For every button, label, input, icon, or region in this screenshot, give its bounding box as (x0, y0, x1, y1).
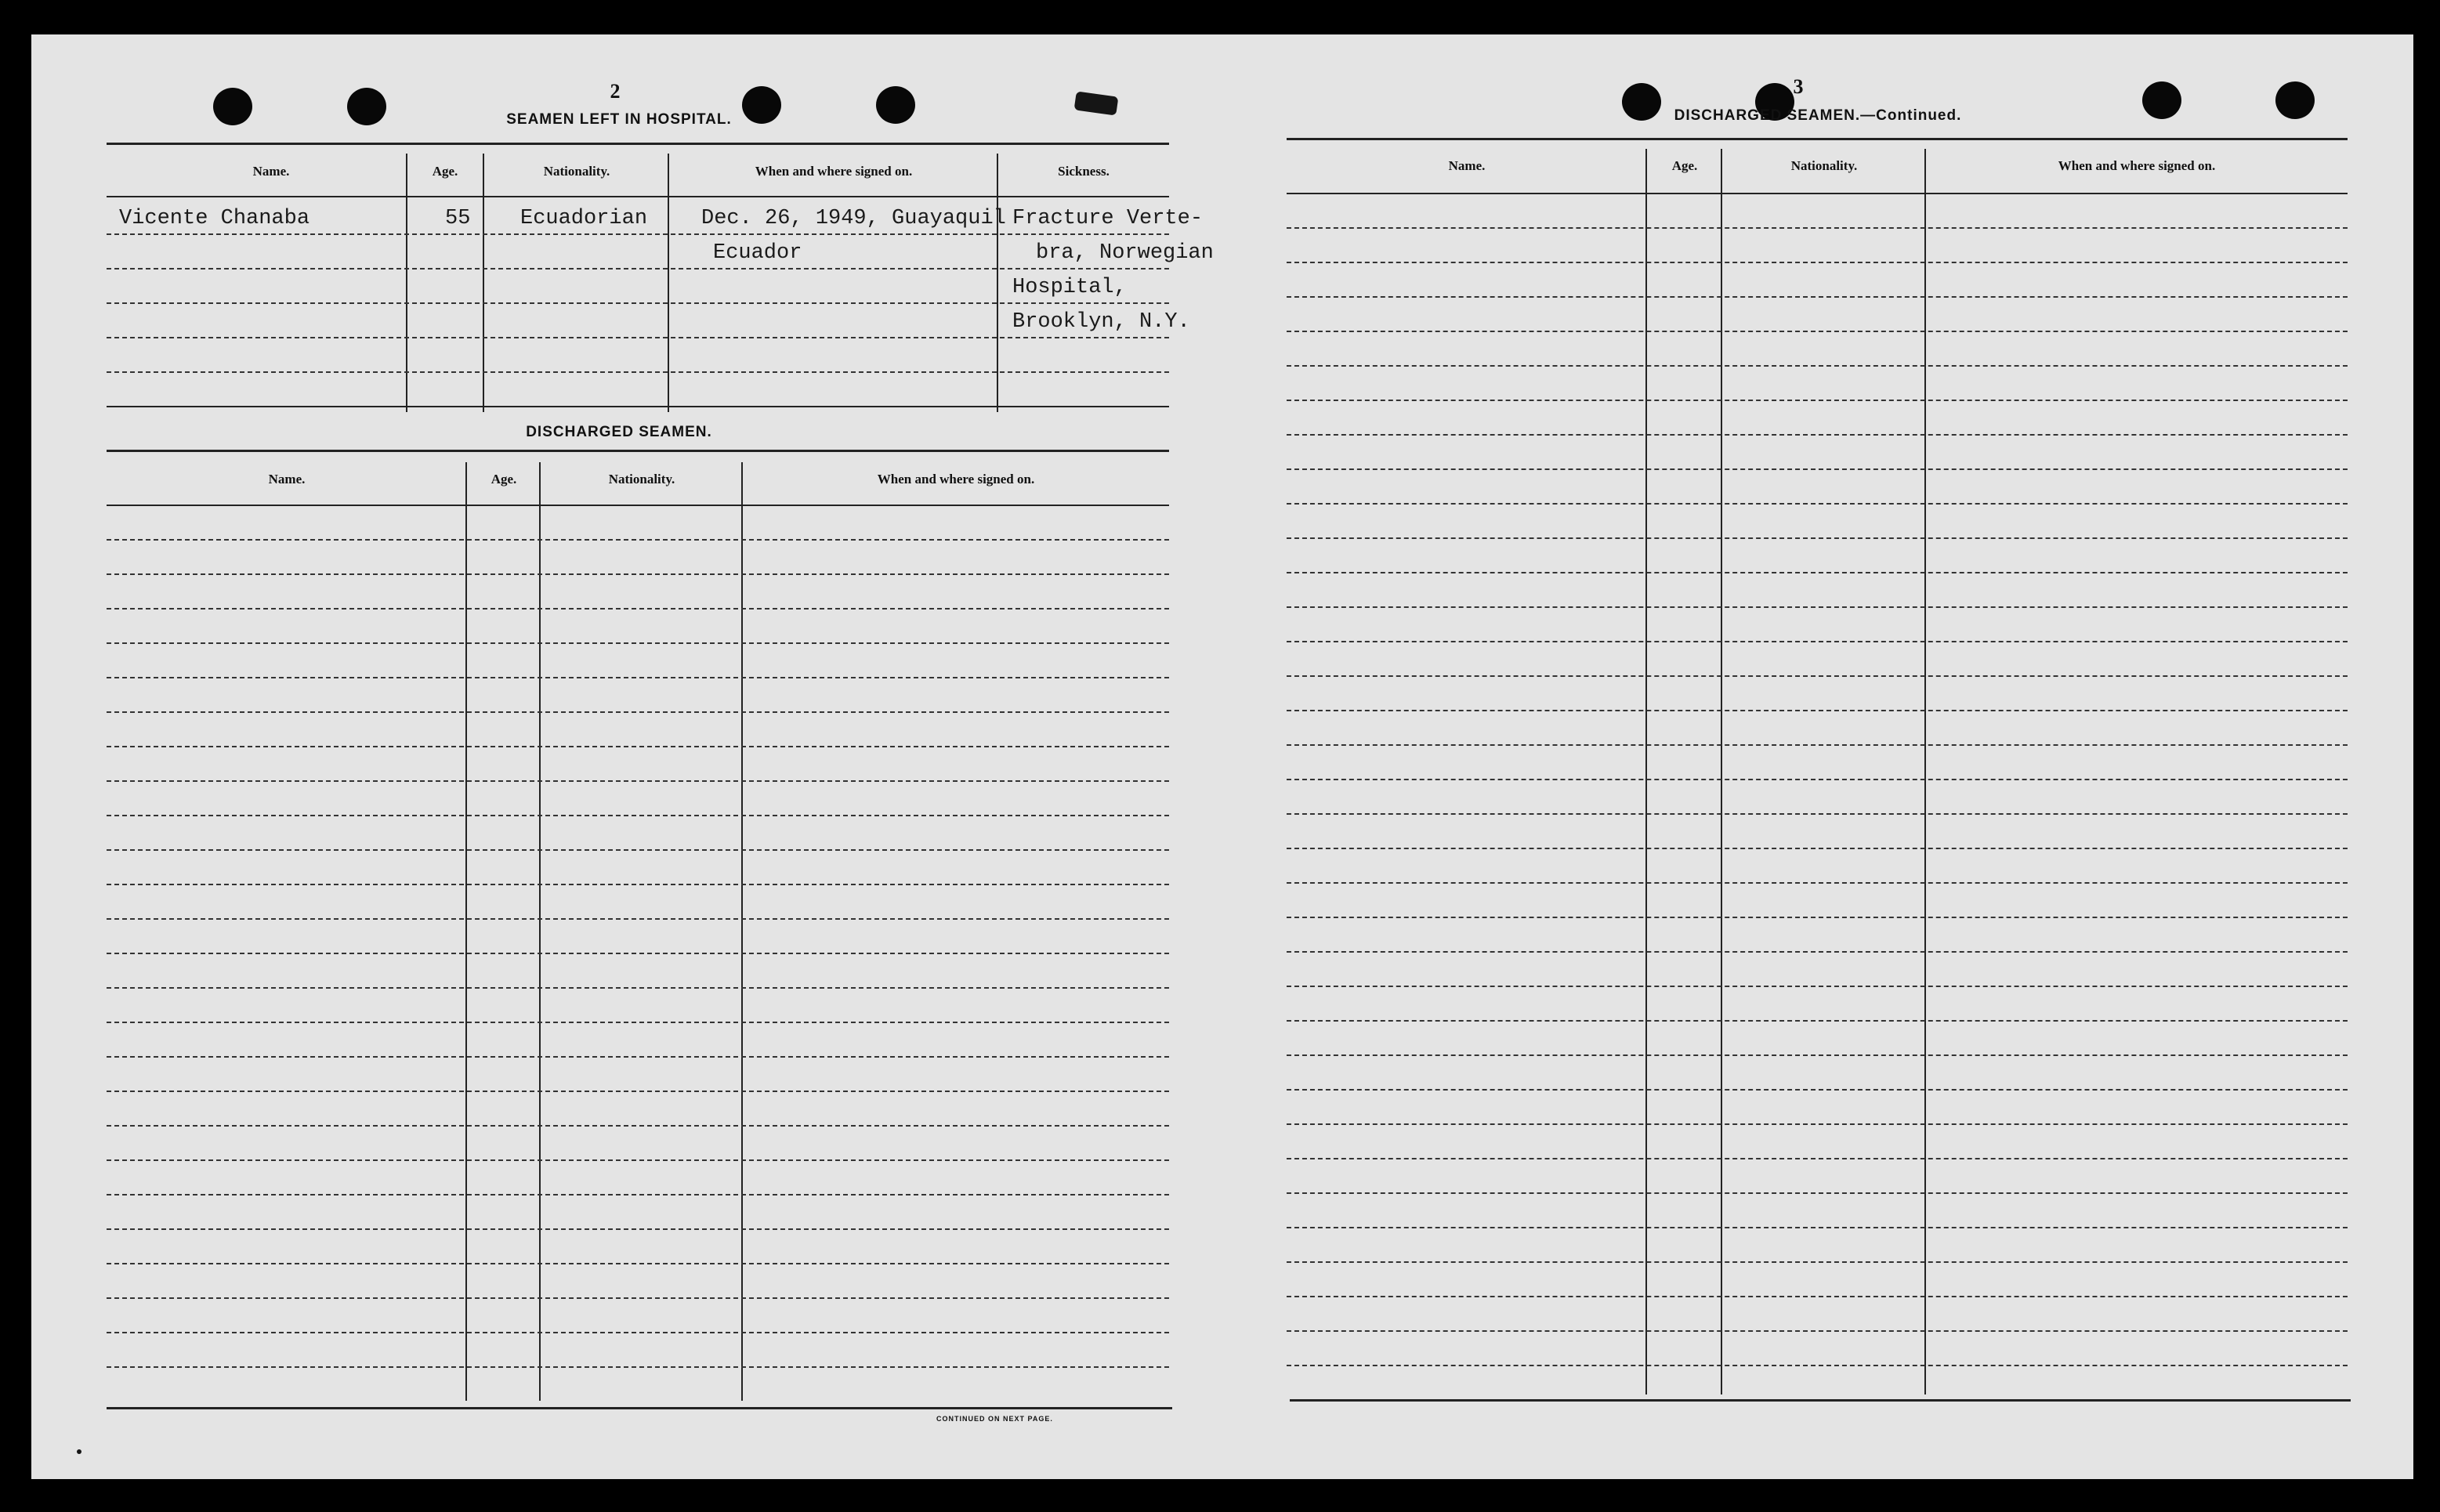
entry-line (107, 780, 1169, 782)
col-header-sickness: Sickness. (1058, 164, 1110, 179)
discharged-section-title: DISCHARGED SEAMEN. (526, 424, 712, 440)
entry-line (1287, 1123, 2348, 1125)
col-divider (668, 154, 669, 412)
entry-line (107, 1159, 1169, 1161)
entry-line (1287, 779, 2348, 780)
col-header-signed-on: When and where signed on. (877, 472, 1035, 487)
entry-line (1287, 296, 2348, 298)
entry-line (107, 1366, 1169, 1368)
ink-smudge (1074, 91, 1119, 115)
sickness-line: bra, Norwegian (1036, 241, 1214, 265)
col-divider (539, 462, 541, 1401)
punch-hole (876, 86, 915, 124)
entry-line (107, 884, 1169, 885)
entry-line (1287, 1054, 2348, 1056)
col-header-signed-on: When and where signed on. (2058, 158, 2216, 173)
entry-line (107, 677, 1169, 678)
entry-line (107, 1263, 1169, 1264)
entry-line (1287, 986, 2348, 987)
entry-line (1287, 1192, 2348, 1194)
col-header-nationality: Nationality. (543, 164, 610, 179)
entry-line (1287, 641, 2348, 642)
sickness-line: Fracture Verte- (1012, 207, 1204, 230)
entry-line (107, 815, 1169, 816)
col-header-signed-on: When and where signed on. (755, 164, 913, 179)
page-number-right: 3 (1793, 75, 1804, 98)
col-divider (1924, 149, 1926, 1394)
entry-line (107, 573, 1169, 575)
entry-line (107, 1297, 1169, 1299)
entry-line (107, 1091, 1169, 1092)
entry-line (107, 233, 1169, 235)
col-header-name: Name. (1448, 158, 1486, 173)
rule (107, 143, 1169, 145)
col-divider (1721, 149, 1722, 1394)
entry-line (1287, 227, 2348, 229)
seaman-name: Vicente Chanaba (119, 207, 310, 230)
entry-line (1287, 331, 2348, 332)
continued-note: CONTINUED ON NEXT PAGE. (936, 1415, 1053, 1423)
col-divider (406, 154, 407, 412)
col-header-nationality: Nationality. (608, 472, 675, 487)
rule (1290, 1399, 2351, 1402)
rule (107, 196, 1169, 197)
col-header-age: Age. (432, 164, 458, 179)
entry-line (1287, 675, 2348, 677)
entry-line (1287, 710, 2348, 711)
entry-line (107, 608, 1169, 610)
entry-line (107, 642, 1169, 644)
document-sheet (31, 34, 2413, 1479)
entry-line (107, 1332, 1169, 1333)
entry-line (1287, 468, 2348, 470)
entry-line (107, 1022, 1169, 1023)
col-divider (1645, 149, 1647, 1394)
entry-line (107, 337, 1169, 338)
entry-line (107, 746, 1169, 747)
seaman-age: 55 (445, 207, 471, 230)
entry-line (107, 539, 1169, 541)
entry-line (1287, 917, 2348, 918)
entry-line (1287, 503, 2348, 505)
entry-line (107, 849, 1169, 851)
col-divider (483, 154, 484, 412)
rule (1287, 193, 2348, 194)
entry-line (1287, 1261, 2348, 1263)
entry-line (1287, 1020, 2348, 1022)
entry-line (1287, 882, 2348, 884)
entry-line (107, 953, 1169, 954)
punch-hole (347, 88, 386, 125)
entry-line (107, 711, 1169, 713)
signed-on-line: Ecuador (713, 241, 802, 265)
rule (107, 406, 1169, 407)
col-header-name: Name. (268, 472, 306, 487)
entry-line (107, 1056, 1169, 1058)
col-header-age: Age. (491, 472, 517, 487)
entry-line (1287, 400, 2348, 401)
entry-line (1287, 1330, 2348, 1332)
entry-line (1287, 744, 2348, 746)
entry-line (107, 371, 1169, 373)
col-divider (465, 462, 467, 1401)
punch-hole (2142, 81, 2181, 119)
entry-line (1287, 537, 2348, 539)
col-divider (997, 154, 998, 412)
entry-line (107, 1194, 1169, 1195)
entry-line (1287, 434, 2348, 436)
punch-hole (213, 88, 252, 125)
entry-line (1287, 572, 2348, 573)
entry-line (1287, 848, 2348, 849)
sickness-line: Brooklyn, N.Y. (1012, 310, 1190, 334)
entry-line (1287, 606, 2348, 608)
rule (107, 450, 1169, 452)
entry-line (1287, 1365, 2348, 1366)
entry-line (107, 1125, 1169, 1127)
col-header-nationality: Nationality. (1790, 158, 1858, 173)
entry-line (1287, 1158, 2348, 1159)
entry-line (1287, 1089, 2348, 1091)
signed-on-line: Dec. 26, 1949, Guayaquil (701, 207, 1006, 230)
rule (1287, 138, 2348, 140)
entry-line (107, 268, 1169, 269)
entry-line (1287, 951, 2348, 953)
col-divider (741, 462, 743, 1401)
entry-line (1287, 813, 2348, 815)
entry-line (1287, 1296, 2348, 1297)
col-header-age: Age. (1671, 158, 1698, 173)
rule (107, 1407, 1172, 1409)
col-header-name: Name. (252, 164, 290, 179)
page-number-left: 2 (610, 80, 621, 103)
entry-line (107, 918, 1169, 920)
punch-hole (2275, 81, 2315, 119)
hospital-section-title: SEAMEN LEFT IN HOSPITAL. (506, 111, 732, 128)
entry-line (107, 302, 1169, 304)
sickness-line: Hospital, (1012, 276, 1127, 299)
entry-line (1287, 365, 2348, 367)
rule (107, 505, 1169, 506)
entry-line (1287, 262, 2348, 263)
seaman-nationality: Ecuadorian (520, 207, 648, 230)
entry-line (107, 987, 1169, 989)
entry-line (107, 1228, 1169, 1230)
continued-section-title: DISCHARGED SEAMEN.—Continued. (1674, 107, 1962, 124)
ink-dot (77, 1449, 81, 1454)
entry-line (1287, 1227, 2348, 1228)
